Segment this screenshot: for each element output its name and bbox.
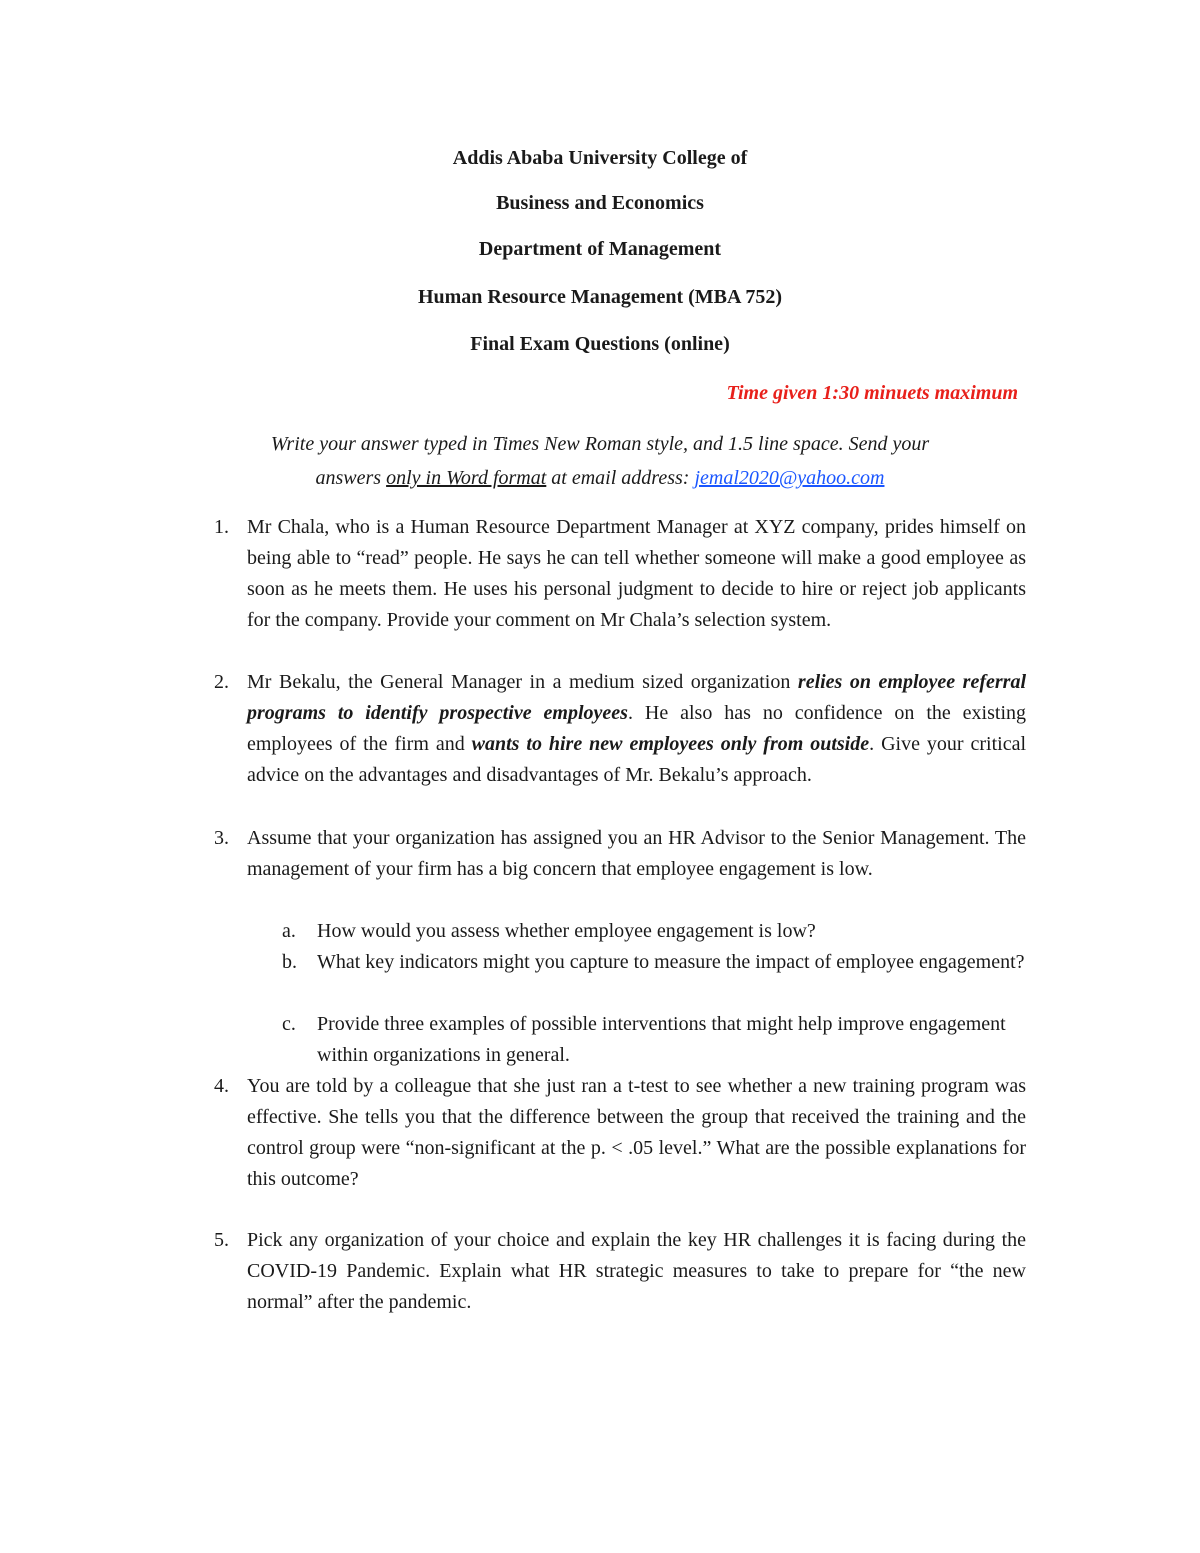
sub-question-text: What key indicators might you capture to measure the impact of employee engagement?	[317, 951, 1025, 973]
exam-title: Final Exam Questions (online)	[470, 333, 730, 355]
question-4	[214, 1071, 1026, 1195]
question-text	[247, 667, 1026, 791]
question-text: You are told by a colleague that she just ran a t-test to see whether a new training program was effective. She tells you that the difference between the group that received the training and the control group were “non-significant at the p. < .05 level.” What are the possible explanations for this outcome?	[247, 1075, 1026, 1190]
course-title: Human Resource Management (MBA 752)	[417, 286, 783, 308]
question-number: 5.	[214, 1229, 229, 1251]
question-number: 3.	[214, 827, 229, 849]
question-5	[214, 1225, 1026, 1318]
question-text-part: . Give your critical advice on the advantages and disadvantages of Mr. Bekalu’s approach.	[247, 733, 1026, 786]
email-link[interactable]: jemal2020@yahoo.com	[694, 467, 885, 489]
question-3b	[282, 947, 1026, 978]
question-text: Assume that your organization has assigned you an HR Advisor to the Senior Management. The management of your firm has a big concern that employee engagement is low.	[247, 827, 1026, 880]
sub-question-letter: c.	[282, 1013, 296, 1035]
college-title: Business and Economics	[496, 192, 704, 214]
sub-question-text: How would you assess whether employee engagement is low?	[317, 920, 816, 942]
instructions-pre: answers	[315, 467, 387, 489]
question-2	[214, 667, 1026, 791]
emphasis-referral: relies on employee referral programs to identify prospective employees	[247, 671, 1027, 724]
sub-question-letter: a.	[282, 920, 296, 942]
instructions-mid: at email address:	[546, 467, 695, 489]
question-text-part: Mr Bekalu, the General Manager in a medium sized organization	[247, 671, 798, 693]
emphasis-outside-hire: wants to hire new employees only from outside	[471, 733, 870, 755]
university-title: Addis Ababa University College of	[452, 147, 748, 169]
department-title: Department of Management	[478, 238, 722, 260]
question-number: 4.	[214, 1075, 229, 1097]
instructions-line-1: Write your answer typed in Times New Roman style, and 1.5 line space. Send your	[270, 433, 930, 455]
question-3	[214, 823, 1026, 885]
instructions-format: only in Word format	[386, 467, 547, 489]
question-3a	[282, 916, 1026, 947]
question-text: Mr Chala, who is a Human Resource Department Manager at XYZ company, prides himself on being able to “read” people. He says he can tell whether someone will make a good employee as soon as he meets them. He uses his personal judgment to decide to hire or reject job applicants for the company. Provide your comment on Mr Chala’s selection system.	[247, 516, 1026, 631]
question-text: Pick any organization of your choice and explain the key HR challenges it is facing during the COVID-19 Pandemic. Explain what HR strategic measures to take to prepare for “the new normal” after the pandemic.	[247, 1229, 1026, 1313]
time-note: Time given 1:30 minuets maximum	[726, 382, 1018, 404]
question-number: 1.	[214, 516, 229, 538]
question-number: 2.	[214, 671, 229, 693]
question-3c	[282, 1009, 1026, 1071]
sub-question-text: Provide three examples of possible interventions that might help improve engagement within organizations in general.	[317, 1013, 1006, 1066]
instructions-line-2	[0, 466, 1200, 490]
sub-question-letter: b.	[282, 951, 297, 973]
question-1	[214, 512, 1026, 636]
question-text-part: . He also has no confidence on the existing employees of the firm and	[247, 702, 1027, 755]
